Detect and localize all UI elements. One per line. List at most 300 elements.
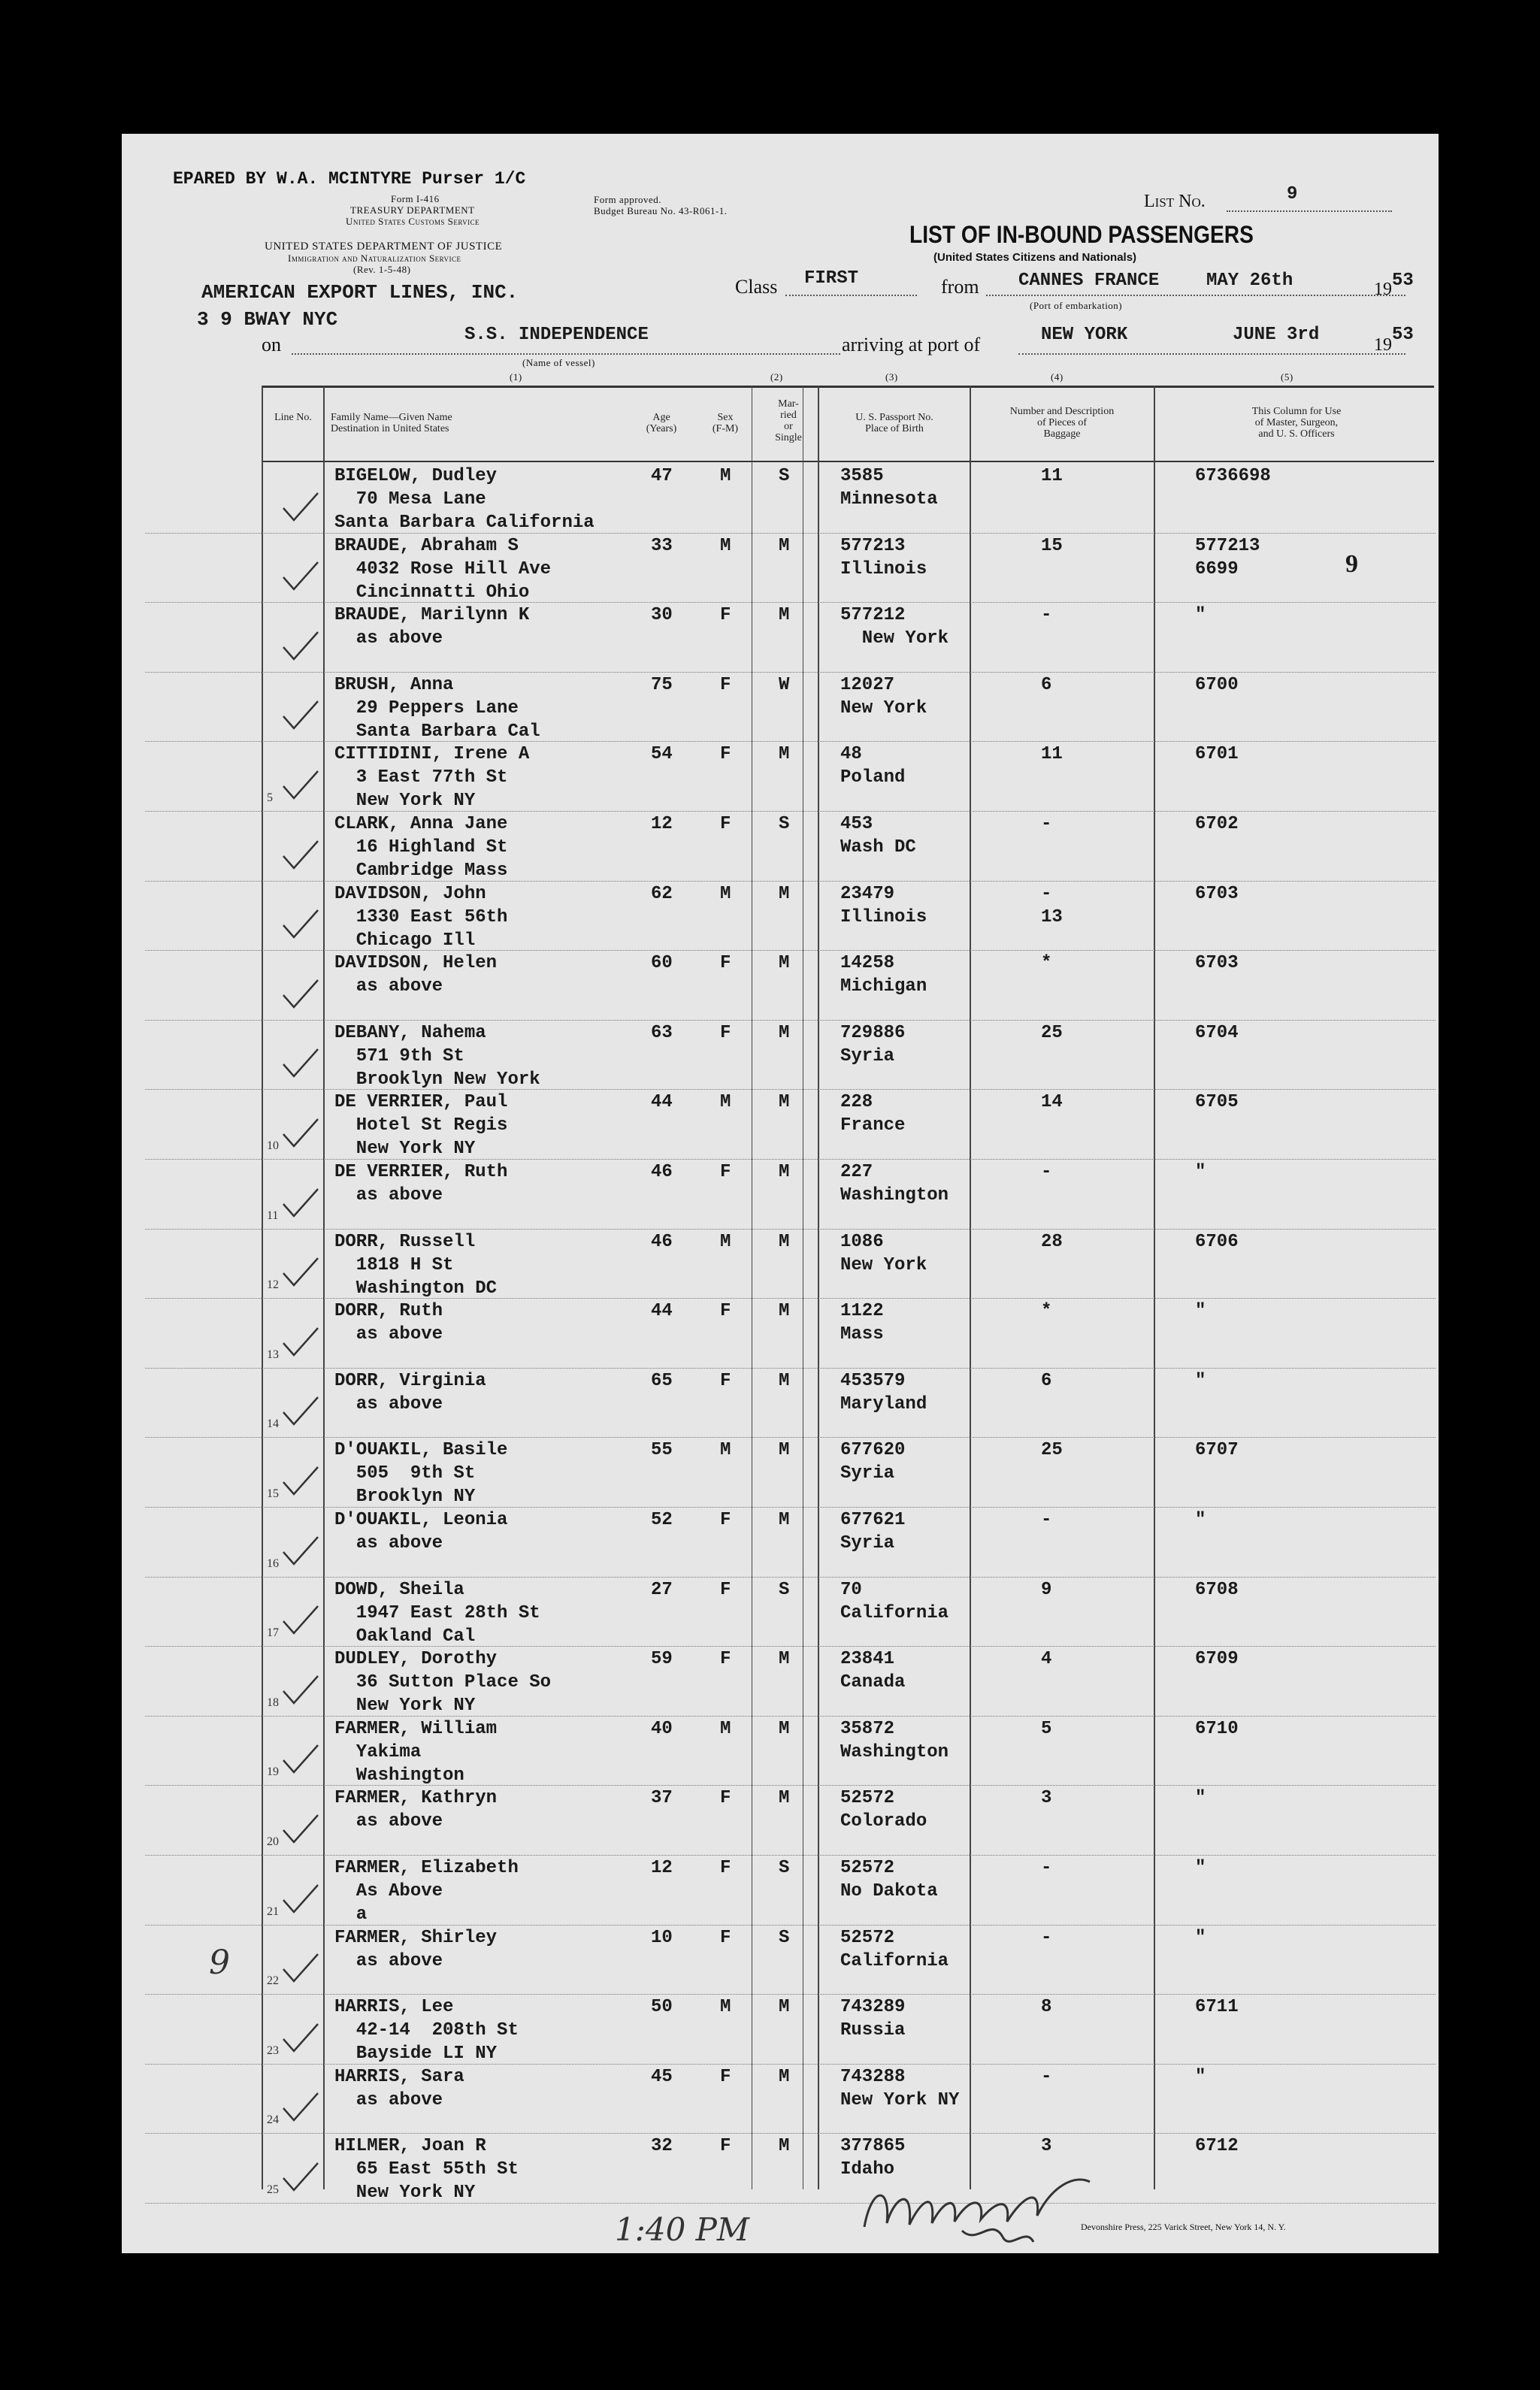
row-separator (145, 1716, 1436, 1717)
age-cell: 63 (651, 1022, 673, 1043)
col-number-2: (2) (770, 371, 783, 383)
printer-imprint: Devonshire Press, 225 Varick Street, New York 14, N. Y. (1081, 2222, 1286, 2232)
header-line-no: Line No. (274, 412, 312, 423)
check-mark-icon (282, 909, 319, 939)
marital-status-cell: W (779, 674, 790, 695)
line-number: 5 (267, 791, 273, 804)
check-mark-icon (282, 631, 319, 661)
officer-column-cell: " (1195, 1788, 1206, 1809)
passenger-name-cell: DE VERRIER, Paul Hotel St Regis New York NY (334, 1092, 508, 1160)
passenger-name-cell: DAVIDSON, Helen as above (334, 953, 498, 997)
passport-cell: 453579 Maryland (840, 1370, 927, 1414)
baggage-cell: - (1041, 2066, 1052, 2087)
passenger-name-cell: FARMER, Shirley as above (334, 1927, 498, 1971)
sex-cell: M (720, 1231, 731, 1252)
officer-column-cell: 6701 (1195, 744, 1239, 765)
row-separator (145, 1785, 1436, 1786)
col-number-5: (5) (1281, 371, 1293, 383)
officer-column-cell: " (1195, 2066, 1206, 2087)
officer-column-cell: 6704 (1195, 1022, 1239, 1043)
age-cell: 55 (651, 1440, 673, 1461)
officer-column-cell: 6700 (1195, 674, 1239, 695)
officer-column-cell: " (1195, 1301, 1206, 1322)
officer-column-cell: " (1195, 1510, 1206, 1530)
line-number: 19 (267, 1765, 279, 1779)
sex-cell: M (720, 883, 731, 904)
passenger-name-cell: CLARK, Anna Jane 16 Highland St Cambridge Mass (334, 814, 508, 881)
officer-column-cell: " (1195, 1858, 1206, 1878)
list-number-value: 9 (1287, 184, 1298, 204)
col-number-4: (4) (1051, 371, 1063, 383)
sex-cell: M (720, 1997, 731, 2018)
passenger-name-cell: BIGELOW, Dudley 70 Mesa Lane Santa Barbara California (334, 466, 595, 533)
passenger-name-cell: D'OUAKIL, Basile 505 9th St Brooklyn NY (334, 1440, 508, 1508)
sex-cell: F (720, 1788, 731, 1809)
row-separator (145, 1368, 1436, 1369)
age-cell: 52 (651, 1510, 673, 1530)
embark-year: 53 (1392, 271, 1414, 291)
baggage-cell: 3 (1041, 2136, 1052, 2157)
passport-cell: 23841 Canada (840, 1649, 906, 1693)
age-cell: 59 (651, 1649, 673, 1670)
check-mark-icon (282, 1953, 319, 1983)
check-mark-icon (282, 840, 319, 870)
passenger-name-cell: CITTIDINI, Irene A 3 East 77th St New York NY (334, 744, 530, 812)
sex-cell: F (720, 1370, 731, 1391)
from-line (986, 295, 1405, 296)
baggage-cell: 9 (1041, 1579, 1052, 1600)
baggage-cell: 4 (1041, 1649, 1052, 1670)
passenger-name-cell: HARRIS, Lee 42-14 208th St Bayside LI NY (334, 1997, 519, 2065)
row-separator (145, 1229, 1436, 1230)
form-approved: Form approved. (594, 194, 662, 205)
check-mark-icon (282, 1883, 319, 1914)
col-divider (970, 386, 971, 2189)
marital-status-cell: M (779, 1301, 790, 1322)
col-number-1: (1) (510, 371, 522, 383)
age-cell: 10 (651, 1927, 673, 1948)
budget-bureau: Budget Bureau No. 43-R061-1. (594, 205, 728, 216)
passport-cell: 35872 Washington (840, 1718, 949, 1762)
row-separator (145, 1437, 1436, 1438)
passenger-name-cell: D'OUAKIL, Leonia as above (334, 1510, 508, 1554)
marital-status-cell: M (779, 1440, 790, 1461)
marital-status-cell: M (779, 1997, 790, 2018)
check-mark-icon (282, 1396, 319, 1426)
header-baggage: Number and Description of Pieces of Baggage (1009, 406, 1115, 440)
age-cell: 27 (651, 1579, 673, 1600)
passport-cell: 453 Wash DC (840, 814, 916, 858)
col-number-3: (3) (885, 371, 898, 383)
passport-cell: 1086 New York (840, 1231, 927, 1275)
check-mark-icon (282, 979, 319, 1009)
sex-cell: M (720, 1092, 731, 1113)
sex-cell: F (720, 1162, 731, 1182)
header-passport: U. S. Passport No. Place of Birth (855, 412, 933, 434)
check-mark-icon (282, 2092, 319, 2122)
check-mark-icon (282, 1466, 319, 1496)
sex-cell: F (720, 814, 731, 834)
officer-column-cell: " (1195, 605, 1206, 626)
sex-cell: F (720, 1858, 731, 1878)
marital-status-cell: S (779, 1579, 790, 1600)
age-cell: 12 (651, 814, 673, 834)
baggage-cell: 3 (1041, 1788, 1052, 1809)
officer-column-cell: 6702 (1195, 814, 1239, 834)
shipping-company: AMERICAN EXPORT LINES, INC. (201, 281, 519, 304)
line-number: 18 (267, 1696, 279, 1709)
arrival-port: NEW YORK (1041, 325, 1128, 345)
marital-status-cell: M (779, 744, 790, 765)
marital-status-cell: M (779, 1718, 790, 1739)
class-value: FIRST (804, 268, 859, 289)
passenger-name-cell: HARRIS, Sara as above (334, 2066, 464, 2110)
officer-column-cell: 6709 (1195, 1649, 1239, 1670)
arrival-line (1018, 353, 1405, 355)
customs-service: United States Customs Service (346, 216, 480, 227)
vessel-line (292, 353, 840, 355)
passport-cell: 677621 Syria (840, 1510, 906, 1554)
port-embark-caption: (Port of embarkation) (1030, 300, 1123, 311)
passenger-name-cell: FARMER, Elizabeth As Above a (334, 1858, 519, 1925)
officer-column-cell: 6705 (1195, 1092, 1239, 1113)
row-separator (145, 1159, 1436, 1160)
officer-column-cell: 6703 (1195, 883, 1239, 904)
baggage-cell: - (1041, 1162, 1052, 1182)
sex-cell: F (720, 953, 731, 974)
age-cell: 44 (651, 1301, 673, 1322)
passport-cell: 3585 Minnesota (840, 466, 938, 510)
line-number: 12 (267, 1278, 279, 1292)
marital-status-cell: M (779, 2066, 790, 2087)
passport-cell: 52572 Colorado (840, 1788, 927, 1832)
baggage-cell: 25 (1041, 1440, 1063, 1461)
age-cell: 45 (651, 2066, 673, 2087)
age-cell: 44 (651, 1092, 673, 1113)
passenger-name-cell: BRUSH, Anna 29 Peppers Lane Santa Barbara Cal (334, 674, 540, 742)
line-number: 10 (267, 1139, 279, 1152)
marital-status-cell: M (779, 1649, 790, 1670)
check-mark-icon (282, 1675, 319, 1705)
form-revision: (Rev. 1-5-48) (353, 264, 411, 275)
line-number: 21 (267, 1904, 279, 1918)
marital-status-cell: M (779, 535, 790, 556)
passport-cell: 377865 Idaho (840, 2136, 906, 2180)
sex-cell: M (720, 1718, 731, 1739)
sex-cell: F (720, 2136, 731, 2157)
passport-cell: 577212 New York (840, 605, 949, 649)
check-mark-icon (282, 1187, 319, 1218)
age-cell: 46 (651, 1231, 673, 1252)
age-cell: 65 (651, 1370, 673, 1391)
baggage-cell: 14 (1041, 1092, 1063, 1113)
officer-column-cell: 6710 (1195, 1718, 1239, 1739)
header-age: Age (Years) (646, 412, 677, 434)
line-number: 20 (267, 1835, 279, 1848)
passenger-name-cell: DORR, Russell 1818 H St Washington DC (334, 1231, 498, 1299)
sex-cell: F (720, 1649, 731, 1670)
baggage-cell: 6 (1041, 1370, 1052, 1391)
marital-status-cell: S (779, 1858, 790, 1878)
row-separator (145, 672, 1436, 673)
ins-heading: Immigration and Naturalization Service (288, 253, 461, 264)
prepared-by: EPARED BY W.A. MCINTYRE Purser 1/C (173, 169, 526, 189)
passenger-name-cell: DORR, Ruth as above (334, 1301, 443, 1345)
officer-column-cell: 6736698 (1195, 466, 1271, 486)
baggage-cell: - (1041, 1510, 1052, 1530)
check-mark-icon (282, 1744, 319, 1774)
row-separator (145, 1646, 1436, 1647)
passport-cell: 228 France (840, 1092, 906, 1136)
margin-mark: 9 (209, 1944, 230, 1982)
form-number: Form I-416 (391, 193, 440, 204)
passenger-name-cell: DE VERRIER, Ruth as above (334, 1162, 508, 1206)
passenger-name-cell: DOWD, Sheila 1947 East 28th St Oakland Cal (334, 1579, 540, 1647)
officer-column-cell: " (1195, 1162, 1206, 1182)
col-divider (818, 386, 819, 2189)
age-cell: 33 (651, 535, 673, 556)
treasury-dept: TREASURY DEPARTMENT (350, 204, 475, 216)
age-cell: 46 (651, 1162, 673, 1182)
row-separator (145, 811, 1436, 812)
passport-cell: 743288 New York NY (840, 2066, 960, 2110)
vessel-name: S.S. INDEPENDENCE (464, 325, 649, 345)
row-separator (145, 2133, 1436, 2134)
officer-column-cell: 6703 (1195, 953, 1239, 974)
sex-cell: F (720, 674, 731, 695)
line-number: 11 (267, 1209, 279, 1222)
check-mark-icon (282, 561, 319, 591)
passport-cell: 677620 Syria (840, 1440, 906, 1484)
row-separator (145, 1507, 1436, 1508)
row-separator (145, 1994, 1436, 1995)
marital-status-cell: M (779, 1510, 790, 1530)
row-separator (145, 1020, 1436, 1021)
embark-year-prefix: 19 (1374, 280, 1392, 299)
passport-cell: 577213 Illinois (840, 535, 927, 579)
passenger-name-cell: FARMER, Kathryn as above (334, 1788, 498, 1832)
vessel-caption: (Name of vessel) (522, 357, 595, 368)
line-number: 16 (267, 1557, 279, 1570)
embarkation-date: MAY 26th (1206, 271, 1293, 291)
row-separator (145, 950, 1436, 951)
passenger-name-cell: BRAUDE, Marilynn K as above (334, 605, 530, 649)
marital-status-cell: M (779, 953, 790, 974)
arrival-year: 53 (1392, 325, 1414, 345)
row-separator (145, 741, 1436, 742)
baggage-cell: 25 (1041, 1022, 1063, 1043)
check-mark-icon (282, 700, 319, 730)
sex-cell: M (720, 1440, 731, 1461)
officer-column-cell: 6708 (1195, 1579, 1239, 1600)
baggage-cell: 15 (1041, 535, 1063, 556)
class-line (785, 295, 917, 296)
passenger-name-cell: BRAUDE, Abraham S 4032 Rose Hill Ave Cincinnatti Ohio (334, 535, 552, 603)
officer-column-cell: 6706 (1195, 1231, 1239, 1252)
passenger-name-cell: FARMER, William Yakima Washington (334, 1718, 498, 1786)
marital-status-cell: S (779, 466, 790, 486)
col-divider (1154, 386, 1155, 2189)
baggage-cell: 5 (1041, 1718, 1052, 1739)
baggage-cell: - (1041, 1927, 1052, 1948)
company-address: 3 9 BWAY NYC (197, 308, 338, 331)
check-mark-icon (282, 1814, 319, 1844)
check-mark-icon (282, 1118, 319, 1148)
row-separator (145, 2203, 1436, 2204)
age-cell: 47 (651, 466, 673, 486)
check-mark-icon (282, 1257, 319, 1287)
row-separator (145, 1925, 1436, 1926)
baggage-cell: - (1041, 814, 1052, 834)
passport-cell: 1122 Mass (840, 1301, 884, 1345)
officer-column-cell: 6711 (1195, 1997, 1239, 2018)
sex-cell: F (720, 1579, 731, 1600)
age-cell: 12 (651, 1858, 673, 1878)
check-mark-icon (282, 1048, 319, 1078)
line-number: 22 (267, 1974, 279, 1988)
page-subtitle: (United States Citizens and Nationals) (933, 251, 1137, 264)
age-cell: 37 (651, 1788, 673, 1809)
age-cell: 60 (651, 953, 673, 974)
marital-status-cell: M (779, 1092, 790, 1113)
passport-cell: 52572 No Dakota (840, 1858, 938, 1901)
passenger-name-cell: DORR, Virginia as above (334, 1370, 486, 1414)
table-top-border (262, 386, 1434, 388)
passport-cell: 729886 Syria (840, 1022, 906, 1066)
sex-cell: M (720, 466, 731, 486)
baggage-cell: - (1041, 605, 1052, 626)
sex-cell: F (720, 1301, 731, 1322)
officer-column-cell: 6707 (1195, 1440, 1239, 1461)
marital-status-cell: M (779, 883, 790, 904)
age-cell: 50 (651, 1997, 673, 2018)
row-separator (145, 602, 1436, 603)
baggage-cell: 6 (1041, 674, 1052, 695)
check-mark-icon (282, 770, 319, 800)
officer-column-cell: 6712 (1195, 2136, 1239, 2157)
time-note: 1:40 PM (615, 2211, 749, 2248)
marital-status-cell: S (779, 1927, 790, 1948)
check-mark-icon (282, 1327, 319, 1357)
passenger-name-cell: DUDLEY, Dorothy 36 Sutton Place So New York NY (334, 1649, 552, 1717)
check-mark-icon (282, 2022, 319, 2053)
list-number-line (1227, 210, 1392, 212)
line-number: 14 (267, 1417, 279, 1431)
baggage-cell: 11 (1041, 466, 1063, 486)
passenger-name-cell: HILMER, Joan R 65 East 55th St New York NY (334, 2136, 519, 2204)
row-separator (145, 881, 1436, 882)
arrival-year-prefix: 19 (1374, 335, 1392, 355)
officer-column-cell: " (1195, 1927, 1206, 1948)
sex-cell: F (720, 605, 731, 626)
passport-cell: 48 Poland (840, 744, 906, 788)
age-cell: 54 (651, 744, 673, 765)
from-label: from (941, 276, 979, 298)
row-separator (145, 1089, 1436, 1090)
age-cell: 32 (651, 2136, 673, 2157)
col-divider (262, 386, 263, 2189)
marital-status-cell: M (779, 1022, 790, 1043)
list-number-label: List No. (1144, 192, 1206, 211)
sex-cell: F (720, 1510, 731, 1530)
header-married: Mar- ried or Single (775, 398, 802, 443)
row-separator (145, 1855, 1436, 1856)
doj-heading: UNITED STATES DEPARTMENT OF JUSTICE (265, 241, 503, 253)
age-cell: 62 (651, 883, 673, 904)
line-number: 17 (267, 1626, 279, 1640)
officer-signature (849, 2156, 1165, 2253)
sex-cell: F (720, 1022, 731, 1043)
baggage-cell: 11 (1041, 744, 1063, 765)
age-cell: 30 (651, 605, 673, 626)
line-number: 24 (267, 2113, 279, 2127)
page-title: LIST OF IN-BOUND PASSENGERS (909, 221, 1254, 248)
baggage-cell: * (1041, 1301, 1052, 1322)
row-separator (145, 1298, 1436, 1299)
sex-cell: F (720, 1927, 731, 1948)
line-number: 13 (267, 1348, 279, 1361)
check-mark-icon (282, 1535, 319, 1566)
passport-cell: 23479 Illinois (840, 883, 927, 927)
baggage-cell: - 13 (1041, 883, 1063, 927)
arriving-label: arriving at port of (842, 334, 981, 355)
row-separator (145, 533, 1436, 534)
marital-status-cell: S (779, 814, 790, 834)
passenger-name-cell: DAVIDSON, John 1330 East 56th Chicago Ill (334, 883, 508, 951)
sex-cell: F (720, 744, 731, 765)
marital-status-cell: M (779, 1162, 790, 1182)
row-separator (145, 1577, 1436, 1578)
check-mark-icon (282, 492, 319, 522)
line-number: 25 (267, 2183, 279, 2196)
baggage-cell: 28 (1041, 1231, 1063, 1252)
passport-cell: 70 California (840, 1579, 949, 1623)
check-mark-icon (282, 2162, 319, 2192)
sex-cell: M (720, 535, 731, 556)
age-cell: 40 (651, 1718, 673, 1739)
marital-status-cell: M (779, 2136, 790, 2157)
row-separator (145, 2064, 1436, 2065)
passport-cell: 52572 California (840, 1927, 949, 1971)
table-header-border (262, 461, 1434, 462)
header-name: Family Name—Given Name Destination in United States (331, 412, 452, 434)
passport-cell: 12027 New York (840, 674, 927, 719)
officer-column-cell: 577213 6699 (1195, 535, 1260, 579)
col-divider (323, 386, 325, 2189)
passenger-name-cell: DEBANY, Nahema 571 9th St Brooklyn New York (334, 1022, 540, 1090)
passport-cell: 14258 Michigan (840, 953, 927, 997)
embarkation-port: CANNES FRANCE (1018, 271, 1160, 291)
arrival-date: JUNE 3rd (1233, 325, 1320, 345)
class-label: Class (735, 276, 778, 298)
marital-status-cell: M (779, 1788, 790, 1809)
marital-status-cell: M (779, 1370, 790, 1391)
check-mark-icon (282, 1605, 319, 1635)
sex-cell: F (720, 2066, 731, 2087)
passport-cell: 743289 Russia (840, 1997, 906, 2041)
age-cell: 75 (651, 674, 673, 695)
line-number: 15 (267, 1487, 279, 1500)
header-sex: Sex (F-M) (712, 412, 739, 434)
side-number: 9 (1345, 550, 1358, 578)
baggage-cell: 8 (1041, 1997, 1052, 2018)
passport-cell: 227 Washington (840, 1162, 949, 1206)
line-number: 23 (267, 2044, 279, 2057)
baggage-cell: * (1041, 953, 1052, 974)
marital-status-cell: M (779, 605, 790, 626)
header-officers: This Column for Use of Master, Surgeon, and U. S. Officers (1251, 406, 1342, 440)
baggage-cell: - (1041, 1858, 1052, 1878)
